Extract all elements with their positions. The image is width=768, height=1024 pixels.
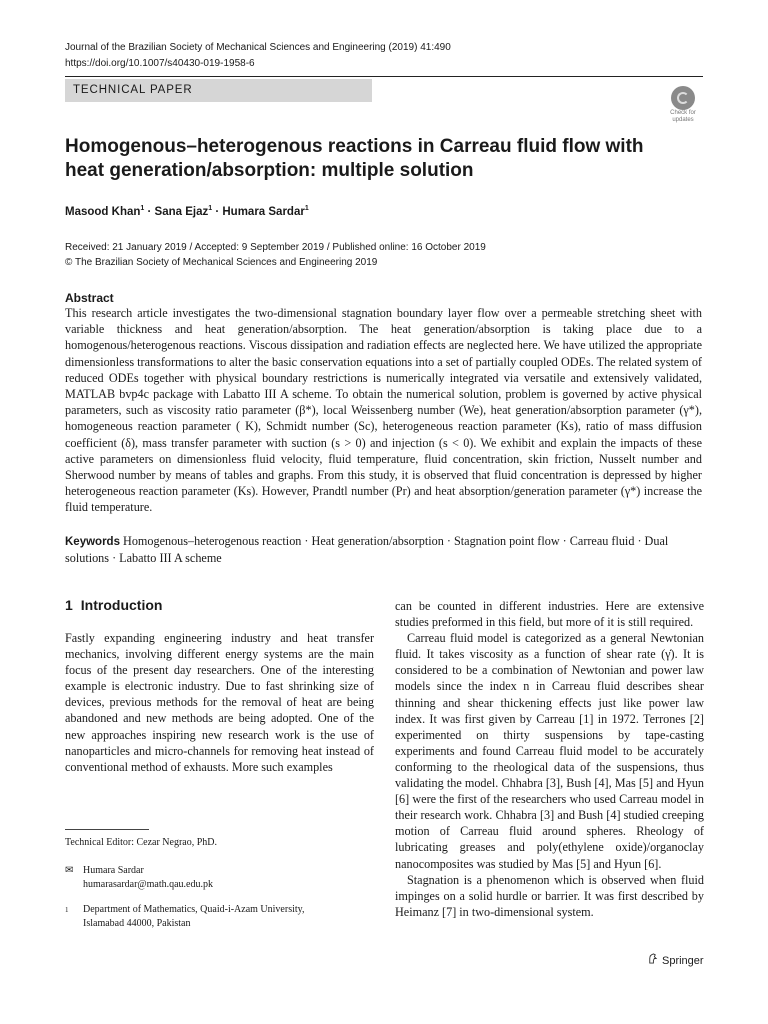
keywords-block (65, 533, 702, 566)
author-affil: 1 (208, 205, 213, 212)
publisher-name: Springer (662, 955, 704, 967)
corresponding-author (65, 864, 213, 892)
technical-editor: Technical Editor: Cezar Negrao, PhD. (65, 837, 218, 848)
intro-paragraph: Fastly expanding engineering industry and heat transfer mechanics, involving different energy systems are the main focus of the present day researchers. One of the interesting example is electronic industry. Due to fast shrinking size of devices, previous methods for the removal of heat are being abandoned and new methods are being adopted. One of the new approaches inspiring new research work is the use of nanoparticles and micro-channels for removing heat instead of conventional method of exhausts. More such examples (65, 631, 374, 774)
author-name[interactable]: Masood Khan (65, 205, 141, 218)
check-badge-line1: Check for (670, 110, 696, 116)
dates-line: Received: 21 January 2019 / Accepted: 9 September 2019 / Published online: 16 October 2019 (65, 242, 486, 253)
section-title: Introduction (80, 597, 163, 613)
intro-paragraph: Stagnation is a phenomenon which is observed when fluid impinges on a solid hurdle or barrier. It was first described by Heimanz [7] in two-dimensional system. (395, 872, 704, 919)
affil-number: 1 (65, 906, 69, 914)
author-separator: · (144, 205, 155, 218)
springer-horse-icon (647, 953, 658, 967)
abstract-text: This research article investigates the two-dimensional stagnation boundary layer flow over a permeable stretching sheet with variable thickness and heat generation/absorption. The heat generation/absorption is taking place due to a homogenous/heterogenous reactions. Viscous dissipation and radiation effects are neglected here. We have utilized the appropriate dimensionless transformations to alter the basic conservation equations into a set of partially coupled ODEs. The related system of reduced ODEs together with physical boundary restrictions is numerically integrated via versatile and extensively validated, MATLAB bvp4c package with Labatto III A scheme. To obtain the numerical solution, problem is governed by active physical parameters, such as viscosity ratio parameter (β*), local Weissenberg number (We), heat generation/absorption parameter (γ*), homogeneous reaction parameter ( K), Schmidt number (Sc), heterogeneous reaction parameter (Ks), ratio of mass diffusion coefficient (δ), mass transfer parameter with suction (s > 0) and injection (s < 0). We exhibit and explain the impacts of these active parameters on dimensionless fluid velocity, fluid temperature, fluid concentration, skin friction, Nusselt number and Sherwood number by means of tables and graphs. From this study, it is observed that fluid concentration is depressed by higher heterogeneous reaction parameter (Ks). However, Prandtl number (Pr) and heat absorption/generation parameter (γ*) increase the fluid temperature. (65, 306, 702, 515)
header-divider (65, 76, 703, 77)
keywords-text: Homogenous–heterogenous reaction · Heat generation/absorption · Stagnation point flow · Carreau fluid · Dual solutions · Labatto III A scheme (65, 534, 669, 566)
check-for-updates-badge[interactable] (664, 86, 702, 124)
affil-line2: Islamabad 44000, Pakistan (83, 918, 191, 929)
contact-name: Humara Sardar (83, 865, 144, 876)
author-affil: 1 (304, 205, 309, 212)
section-banner: TECHNICAL PAPER (65, 79, 372, 102)
affil-line1: Department of Mathematics, Quaid-i-Azam University, (83, 904, 305, 915)
contact-email[interactable]: humarasardar@math.qau.edu.pk (83, 879, 213, 890)
keywords-label: Keywords (65, 536, 120, 548)
intro-paragraph: can be counted in different industries. Here are extensive studies preformed in this field, but more of it is still required. (395, 599, 704, 630)
publisher-mark (647, 953, 704, 967)
footnote-divider (65, 829, 149, 830)
section-heading-introduction (65, 597, 162, 613)
abstract-heading: Abstract (65, 291, 114, 305)
affiliation (65, 903, 305, 931)
author-affil: 1 (140, 205, 145, 212)
author-name[interactable]: Sana Ejaz (154, 205, 209, 218)
journal-citation: Journal of the Brazilian Society of Mechanical Sciences and Engineering (2019) 41:490 (65, 42, 451, 53)
author-name[interactable]: Humara Sardar (222, 205, 305, 218)
section-number: 1 (65, 597, 73, 613)
author-list (65, 205, 309, 218)
left-column (65, 630, 374, 775)
envelope-icon: ✉ (65, 865, 74, 876)
doi-link[interactable]: https://doi.org/10.1007/s40430-019-1958-6 (65, 58, 255, 69)
right-column (395, 598, 704, 920)
check-badge-line2: updates (672, 116, 694, 123)
intro-paragraph: Carreau fluid model is categorized as a general Newtonian fluid. It takes viscosity as a function of shear rate (γ̇). It is considered to be a combination of Newtonian and power law models since the index n in Carreau fluid describes shear thinning and shear thickening effects just like power law index. It was first given by Carreau [1] in 1972. Terrones [2] experimented on thirty suspensions by tape-casting experiments and found Carreau fluid model to be accurately conforming to the rheological data of the suspensions, thus validating the model. Chhabra [3], Bush [4], Mas [5] and Hyun [6] were the first of the researchers who used Carreau model in their research work. Chhabra [3] and Bush [4] studied creeping motion of Carreau fluid around spheres. Rheology of lubricating greases and poly(ethylene oxide)/organoclay nanocomposites was studied by Mas [5] and Hyun [6]. (395, 631, 704, 871)
copyright-line: © The Brazilian Society of Mechanical Sciences and Engineering 2019 (65, 257, 378, 268)
publication-history (65, 240, 486, 270)
check-updates-icon (671, 86, 695, 110)
journal-header (65, 40, 451, 72)
author-separator: · (212, 205, 223, 218)
article-title: Homogenous–heterogenous reactions in Carreau fluid flow with heat generation/absorption: multiple solution (65, 136, 644, 181)
